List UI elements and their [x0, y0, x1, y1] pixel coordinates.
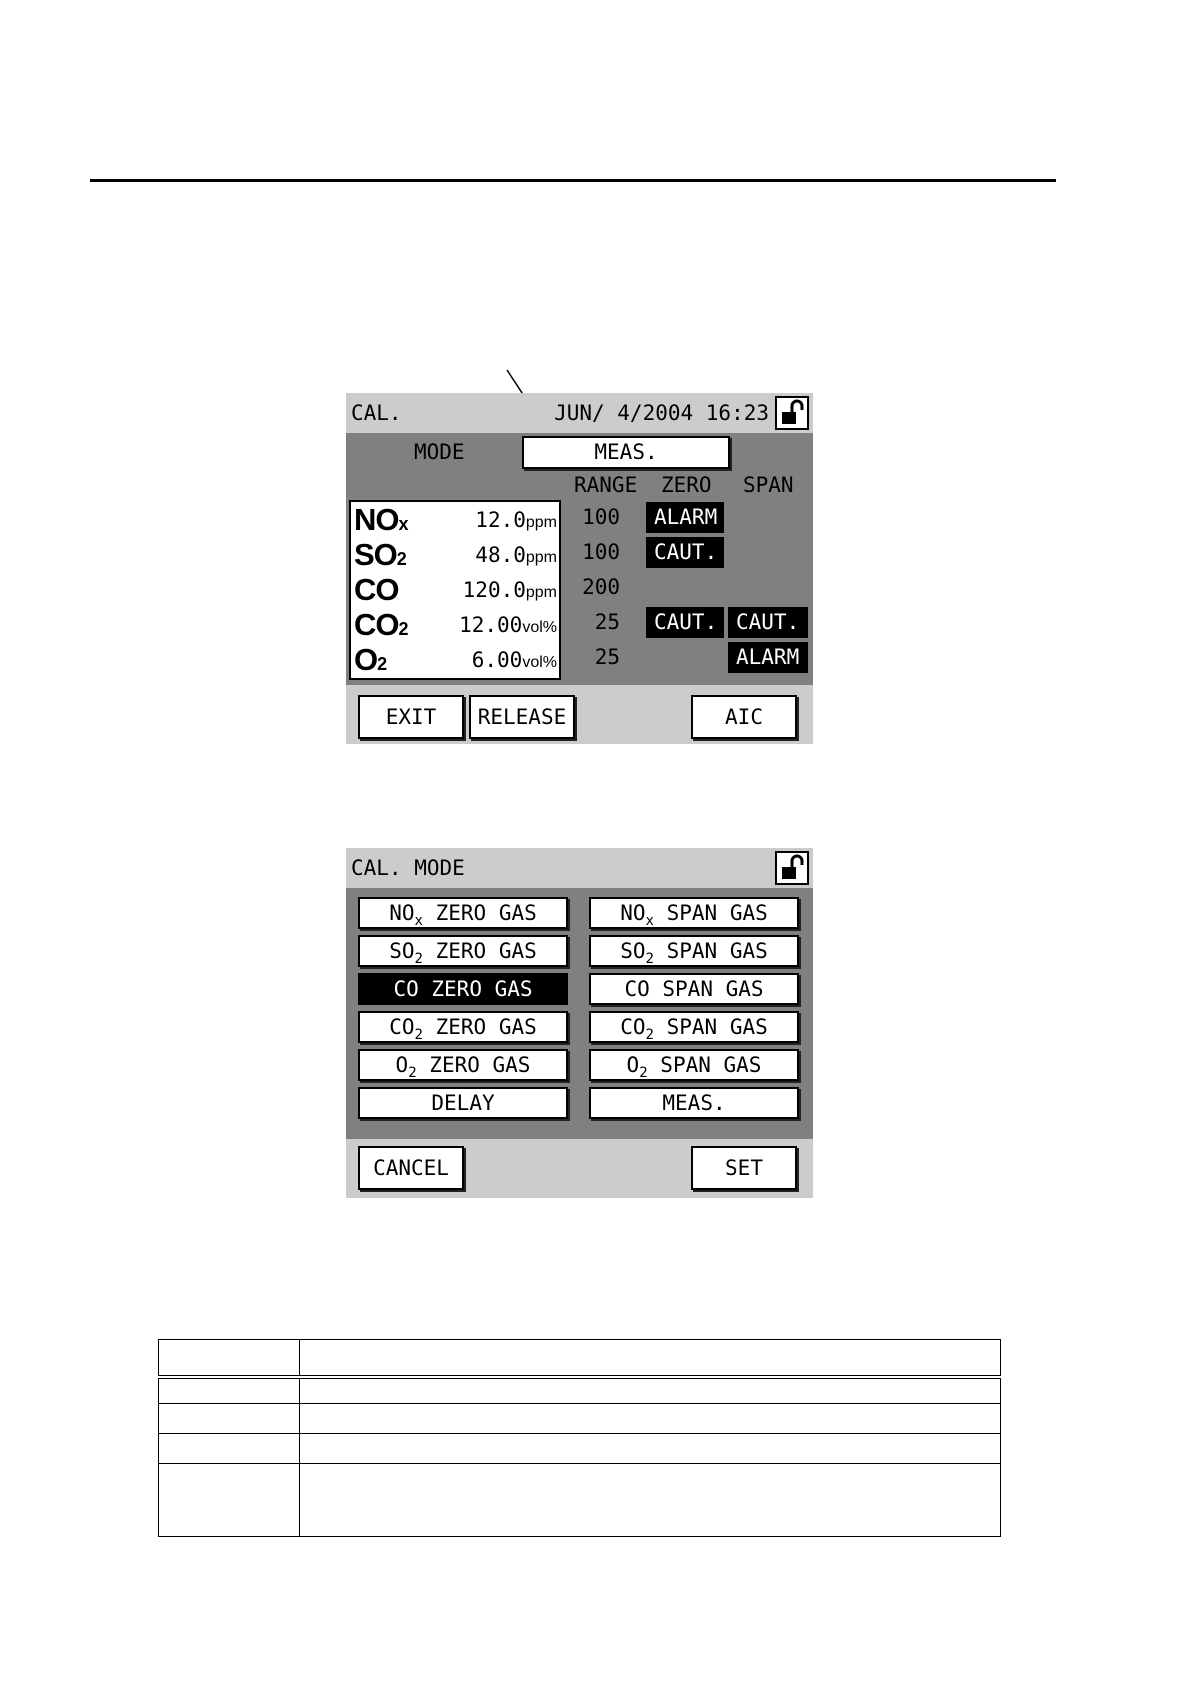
zero-status-caution: CAUT.: [646, 537, 724, 568]
gas-row-nox: [351, 502, 563, 537]
range-value: 25: [594, 610, 620, 634]
range-value: 100: [582, 505, 620, 529]
gas-row-co: [351, 572, 563, 607]
range-header: RANGE: [574, 473, 638, 497]
gas-value: 12.0ppm: [475, 508, 557, 532]
cancel-button[interactable]: CANCEL: [358, 1146, 464, 1190]
so2-zero-gas-button[interactable]: $SO_2$ ZERO GAS: [358, 935, 568, 967]
table-row: [159, 1464, 1001, 1537]
o2-span-gas-button[interactable]: $O_2$ SPAN GAS: [589, 1049, 799, 1081]
range-value: 25: [594, 645, 620, 669]
span-status-alarm: ALARM: [728, 642, 808, 673]
so2-span-gas-button[interactable]: $SO_2$ SPAN GAS: [589, 935, 799, 967]
nox-zero-gas-button[interactable]: $NO_x$ ZERO GAS: [358, 897, 568, 929]
description-table: [158, 1339, 1001, 1537]
screen-title: CAL.: [351, 401, 402, 425]
set-button[interactable]: SET: [691, 1146, 797, 1190]
range-value: 200: [582, 575, 620, 599]
release-button[interactable]: RELEASE: [469, 695, 575, 739]
gas-row-o2: [351, 642, 563, 677]
table-header-row: [159, 1340, 1001, 1377]
meas-button[interactable]: MEAS.: [589, 1087, 799, 1119]
gas-value: 12.00vol%: [459, 613, 557, 637]
gas-name: CO: [354, 572, 399, 607]
co-zero-gas-button[interactable]: CO ZERO GAS: [358, 973, 568, 1005]
gas-row-co2: [351, 607, 563, 642]
button-bar: [346, 685, 813, 744]
gas-name: NOx: [354, 502, 408, 537]
aic-button[interactable]: AIC: [691, 695, 797, 739]
gas-value: 6.00vol%: [471, 648, 557, 672]
span-status-caution: CAUT.: [728, 607, 808, 638]
table-row: [159, 1377, 1001, 1404]
nox-span-gas-button[interactable]: $NO_x$ SPAN GAS: [589, 897, 799, 929]
unlocked-padlock-icon[interactable]: [775, 396, 809, 430]
co2-span-gas-button[interactable]: $CO_2$ SPAN GAS: [589, 1011, 799, 1043]
button-bar: [346, 1139, 813, 1198]
datetime: JUN/ 4/2004 16:23: [554, 401, 769, 425]
unlocked-padlock-icon[interactable]: [775, 851, 809, 885]
range-value: 100: [582, 540, 620, 564]
gas-name: SO2: [354, 537, 406, 572]
co-span-gas-button[interactable]: CO SPAN GAS: [589, 973, 799, 1005]
gas-name: CO2: [354, 607, 408, 642]
mode-label: MODE: [414, 440, 465, 464]
exit-button[interactable]: EXIT: [358, 695, 464, 739]
zero-header: ZERO: [661, 473, 712, 497]
title-bar: [346, 848, 813, 888]
gas-name: O2: [354, 642, 387, 677]
table-row: [159, 1434, 1001, 1464]
mode-field[interactable]: MEAS.: [522, 436, 730, 469]
zero-status-alarm: ALARM: [646, 502, 724, 533]
gas-value: 120.0ppm: [462, 578, 557, 602]
zero-status-caution: CAUT.: [646, 607, 724, 638]
delay-button[interactable]: DELAY: [358, 1087, 568, 1119]
span-header: SPAN: [743, 473, 794, 497]
screen-title: CAL. MODE: [351, 856, 465, 880]
o2-zero-gas-button[interactable]: $O_2$ ZERO GAS: [358, 1049, 568, 1081]
calibration-screen: [346, 393, 813, 744]
gas-row-so2: [351, 537, 563, 572]
table-row: [159, 1404, 1001, 1434]
co2-zero-gas-button[interactable]: $CO_2$ ZERO GAS: [358, 1011, 568, 1043]
gas-value: 48.0ppm: [475, 543, 557, 567]
gas-readings-panel: [349, 500, 561, 680]
cal-mode-screen: [346, 848, 813, 1198]
title-bar: [346, 393, 813, 433]
